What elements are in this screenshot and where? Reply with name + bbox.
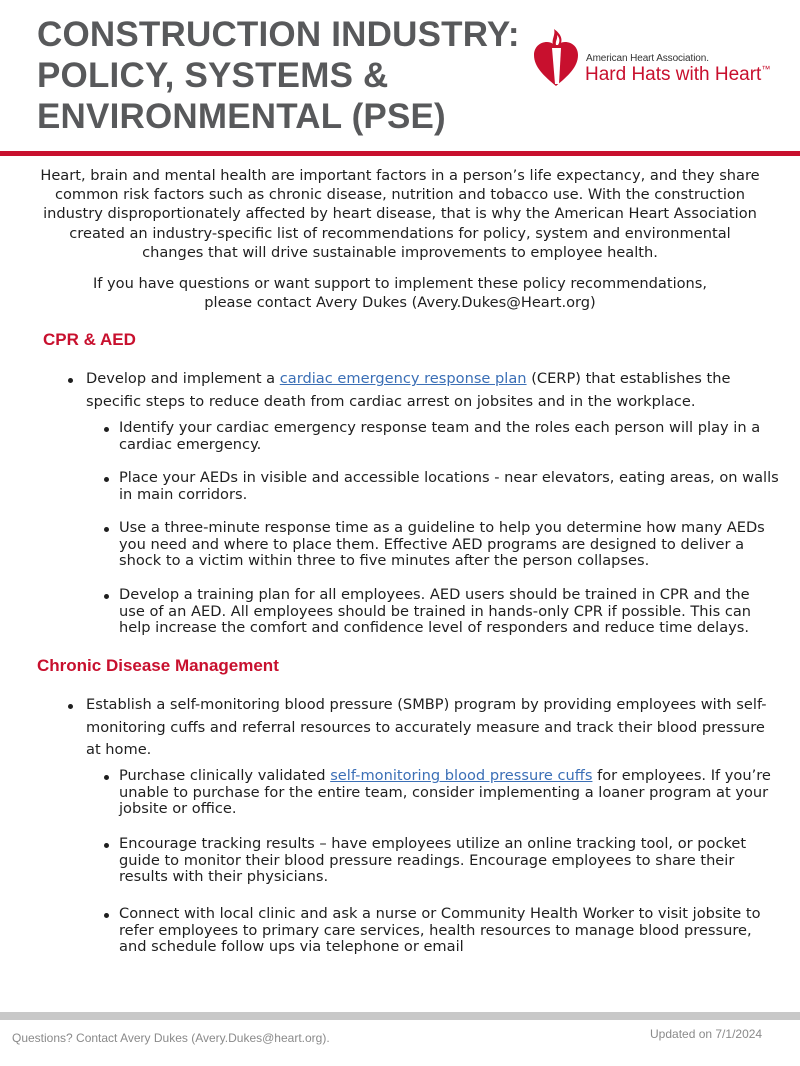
list-item: Connect with local clinic and ask a nurse or Community Health Worker to visit jobsite to refer employees to primary care services, health resources to manage blood pressure, and schedule follow ups via telephone or email (119, 905, 761, 956)
list-item-text: (CERP) that establishes the specific steps to reduce death from cardiac arrest on jobsites and in the workplace. (86, 370, 731, 410)
logo-program-text: Hard Hats with Heart (585, 64, 762, 85)
list-item: Encourage tracking results – have employees utilize an online tracking tool, or pocket guide to monitor their blood pressure readings. Encourage employees to share their results with their physicians. (119, 835, 747, 886)
logo-program-name (585, 64, 770, 86)
contact-line: If you have questions or want support to implement these policy recommendations, (92, 275, 708, 292)
title-line: ENVIRONMENTAL (PSE) (37, 97, 446, 136)
footer-divider (0, 1012, 800, 1020)
list-item: Use a three-minute response time as a guideline to help you determine how many AEDs you need and where to place them. Effective AED programs are designed to deliver a shock to a victim within three to five minutes after the person collapses. (119, 519, 765, 570)
bullet-dot (104, 775, 109, 780)
page-title (37, 14, 520, 137)
heart-torch-icon (530, 26, 582, 90)
bullet-dot (104, 477, 109, 482)
contact-line: please contact Avery Dukes (Avery.Dukes@Heart.org) (204, 294, 596, 312)
bullet-dot (68, 378, 73, 383)
footer-updated-date: Updated on 7/1/2024 (650, 1027, 763, 1041)
logo-trademark: ™ (761, 64, 771, 74)
section-heading-chronic-disease: Chronic Disease Management (37, 656, 279, 675)
list-item-cerp (86, 368, 776, 413)
list-item-text: for employees. If you’re unable to purchase for the entire team, consider implementing a loaner program at your jobsite or office. (119, 767, 771, 818)
cerp-link[interactable]: cardiac emergency response plan (279, 370, 527, 387)
intro-paragraph: Heart, brain and mental health are important factors in a person’s life expectancy, and they share common risk factors such as chronic disease, nutrition and tobacco use. With the construction industry disproportionately affected by heart disease, that is why the American Heart Association created an industry-specific list of recommendations for policy, system and environmental changes that will drive sustainable improvements to employee health. (40, 167, 760, 261)
bp-cuffs-link[interactable]: self-monitoring blood pressure cuffs (330, 767, 593, 784)
bullet-dot (104, 594, 109, 599)
list-item-text: Purchase clinically validated (119, 767, 331, 784)
title-line: CONSTRUCTION INDUSTRY: (37, 15, 520, 54)
list-item: Identify your cardiac emergency response team and the roles each person will play in a cardiac emergency. (119, 419, 761, 453)
title-line: POLICY, SYSTEMS & (37, 56, 389, 95)
bullet-dot (104, 527, 109, 532)
list-item: Place your AEDs in visible and accessible locations - near elevators, eating areas, on walls in main corridors. (119, 469, 779, 503)
list-item-bp-cuffs (119, 768, 779, 818)
logo-org-name: American Heart Association. (586, 53, 709, 64)
list-item: Develop a training plan for all employees. AED users should be trained in CPR and the use of an AED. All employees should be trained in hands-only CPR if possible. This can help increase the comfort and confidence level of responders and reduce time delays. (119, 586, 752, 637)
bullet-dot (104, 427, 109, 432)
bullet-dot (68, 704, 73, 709)
aha-logo (530, 26, 792, 90)
footer-contact: Questions? Contact Avery Dukes (Avery.Dukes@heart.org). (12, 1031, 330, 1045)
list-item-smbp: Establish a self-monitoring blood pressure (SMBP) program by providing employees with self-monitoring cuffs and referral resources to accurately measure and track their blood pressure at home. (86, 696, 767, 758)
bullet-dot (104, 913, 109, 918)
header-divider (0, 151, 800, 156)
contact-paragraph (40, 274, 760, 312)
bullet-dot (104, 843, 109, 848)
list-item-text: Develop and implement a (86, 370, 280, 387)
section-heading-cpr-aed: CPR & AED (43, 330, 136, 349)
